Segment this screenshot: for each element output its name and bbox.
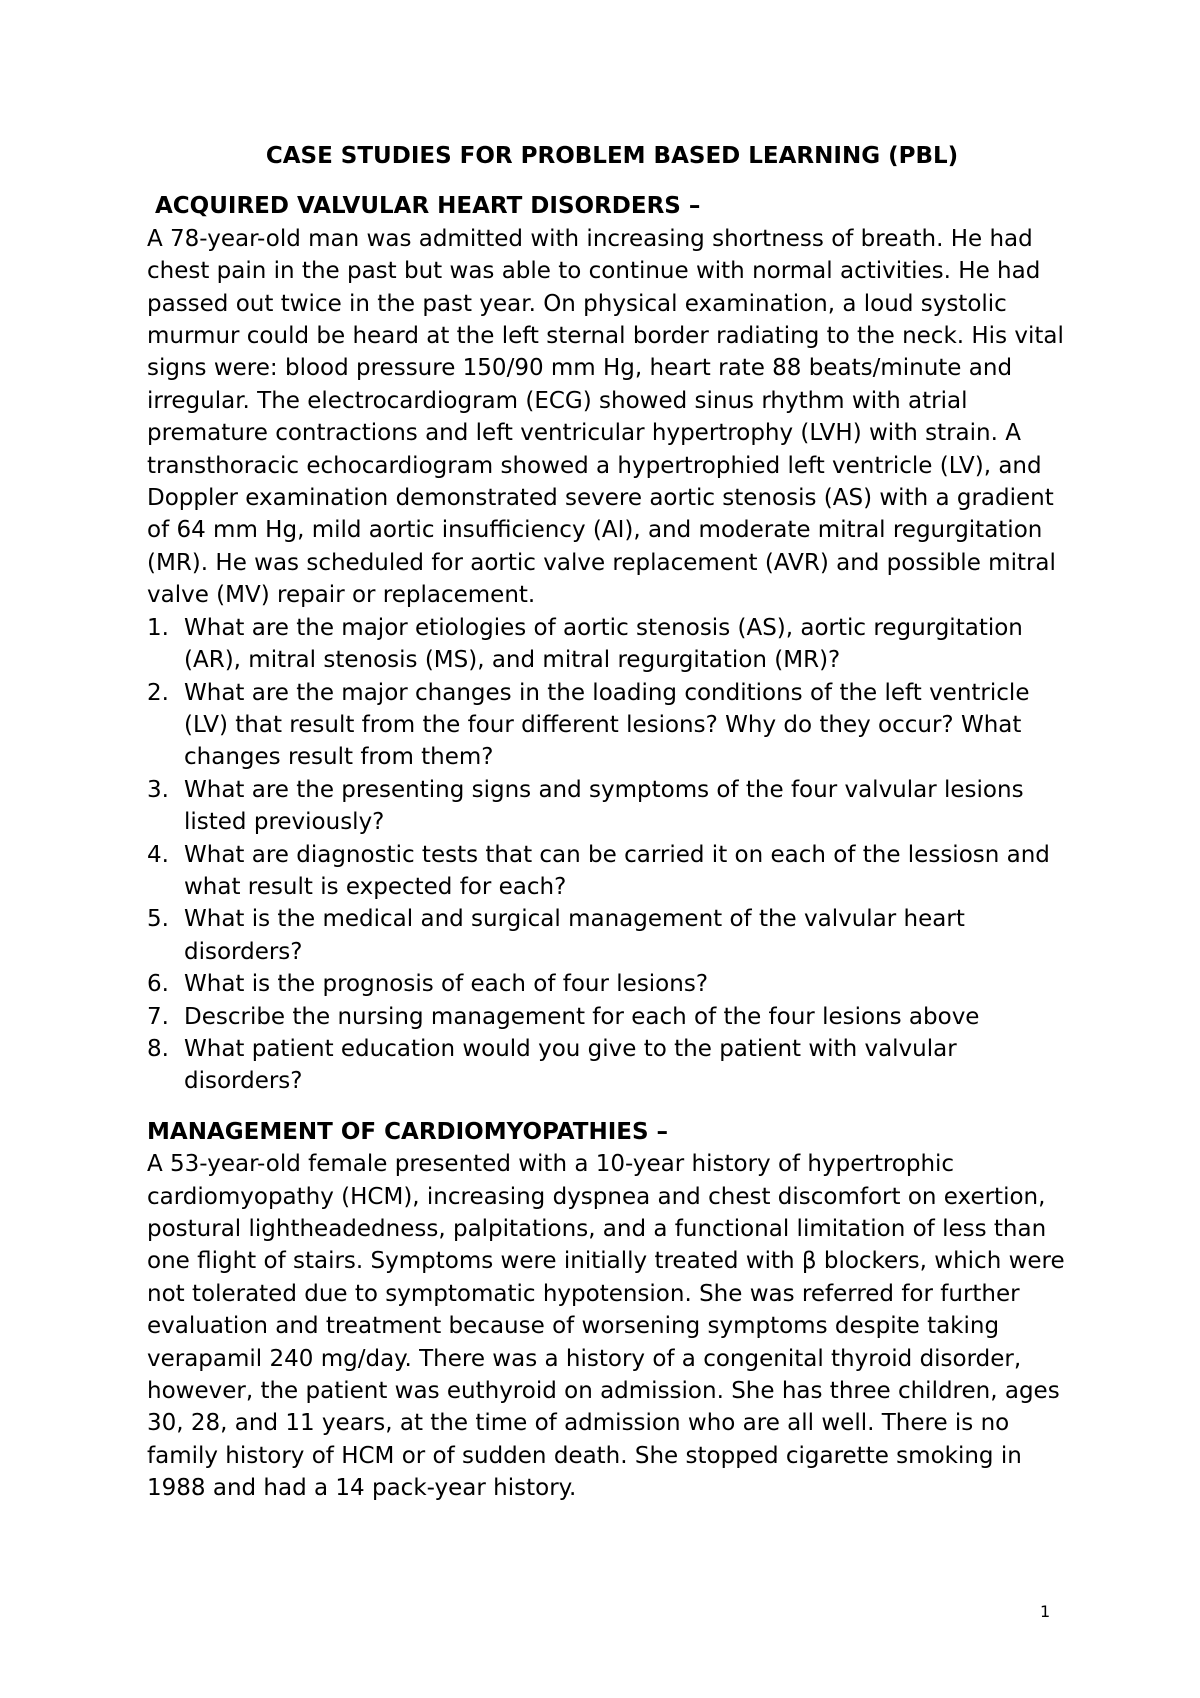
question-text: What is the medical and surgical management of the valvular heart disorders? [184, 906, 965, 965]
section-heading-cardiomyopathies: MANAGEMENT OF CARDIOMYOPATHIES – [147, 1118, 669, 1145]
question-item [147, 1001, 1077, 1033]
case-description-cardiomyopathies: A 53-year-old female presented with a 10-year history of hypertrophic cardiomyopathy (HCM), increasing dyspnea and chest discomfort on exertion, postural lightheadedness, palpitations, and a functional limitation of less than one flight of stairs. Symptoms were initially treated with β blockers, which were not tolerated due to symptomatic hypotension. She was referred for further evaluation and treatment because of worsening symptoms despite taking verapamil 240 mg/day. There was a history of a congenital thyroid disorder, however, the patient was euthyroid on admission. She has three children, ages 30, 28, and 11 years, at the time of admission who are all well. There is no family history of HCM or of sudden death. She stopped cigarette smoking in 1988 and had a 14 pack-year history. [147, 1151, 1065, 1502]
question-text: What are the major etiologies of aortic stenosis (AS), aortic regurgitation (AR), mitral stenosis (MS), and mitral regurgitation (MR)? [184, 614, 1023, 674]
question-text: What are the presenting signs and symptoms of the four valvular lesions listed previously? [184, 776, 1024, 836]
question-number: 3. [147, 776, 169, 803]
question-item [147, 774, 1077, 839]
question-number: 1. [147, 614, 169, 641]
document-title: CASE STUDIES FOR PROBLEM BASED LEARNING (PBL) [265, 143, 959, 169]
question-item [147, 903, 1077, 968]
page-number: 1 [1040, 1602, 1051, 1621]
question-text: Describe the nursing management for each of the four lesions above [184, 1003, 980, 1030]
question-number: 5. [147, 906, 169, 933]
document-page [147, 140, 1077, 1505]
question-number: 6. [147, 971, 169, 998]
section-spacer [147, 1098, 1077, 1116]
question-text: What are diagnostic tests that can be carried it on each of the lessiosn and what result is expected for each? [184, 841, 1050, 900]
question-text: What is the prognosis of each of four lesions? [184, 971, 709, 998]
question-number: 7. [147, 1003, 169, 1030]
question-item [147, 677, 1077, 774]
question-text: What are the major changes in the loading conditions of the left ventricle (LV) that result from the four different lesions? Why do they occur? What changes result from them? [184, 679, 1030, 771]
case-description-valvular: A 78-year-old man was admitted with increasing shortness of breath. He had chest pain in the past but was able to continue with normal activities. He had passed out twice in the past year. On physical examination, a loud systolic murmur could be heard at the left sternal border radiating to the neck. His vital signs were: blood pressure 150/90 mm Hg, heart rate 88 beats/minute and irregular. The electrocardiogram (ECG) showed sinus rhythm with atrial premature contractions and left ventricular hypertrophy (LVH) with strain. A transthoracic echocardiogram showed a hypertrophied left ventricle (LV), and Doppler examination demonstrated severe aortic stenosis (AS) with a gradient of 64 mm Hg, mild aortic insufficiency (AI), and moderate mitral regurgitation (MR). He was scheduled for aortic valve replacement (AVR) and possible mitral valve (MV) repair or replacement. [147, 225, 1064, 609]
question-text: What patient education would you give to the patient with valvular disorders? [184, 1035, 957, 1095]
question-number: 2. [147, 679, 169, 706]
question-item [147, 968, 1077, 1000]
question-list [147, 612, 1077, 1098]
question-number: 4. [147, 841, 169, 868]
section-heading-valvular: ACQUIRED VALVULAR HEART DISORDERS – [155, 193, 701, 220]
question-item [147, 1033, 1077, 1098]
question-item [147, 839, 1077, 904]
question-item [147, 612, 1077, 677]
question-number: 8. [147, 1035, 169, 1062]
